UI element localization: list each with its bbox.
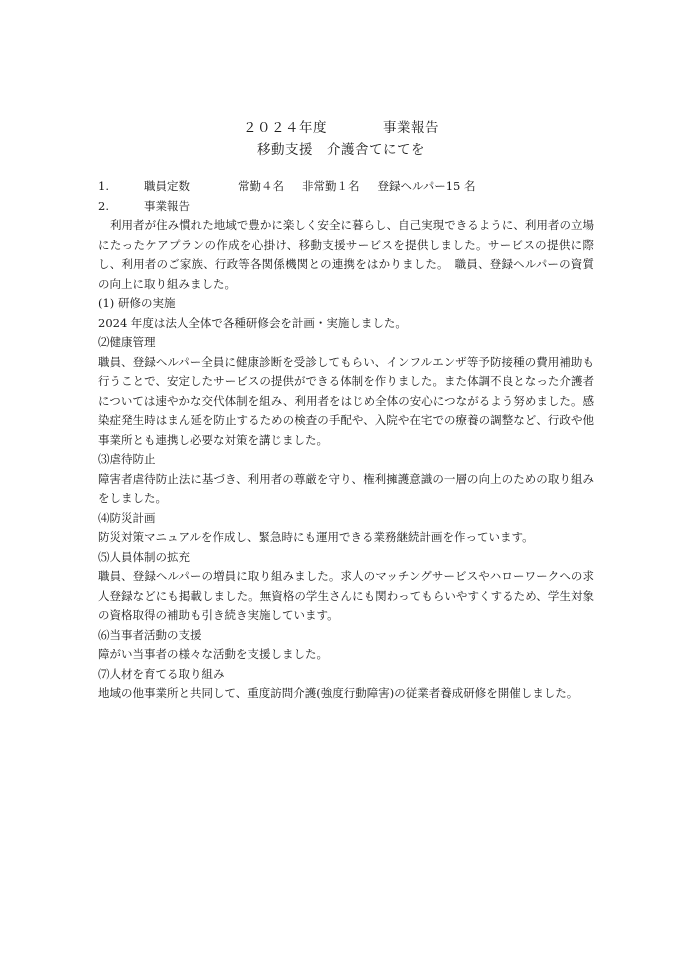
report-body	[98, 177, 594, 704]
section-heading: ⑺人材を育てる取り組み	[98, 666, 225, 681]
report-label: 事業報告	[144, 198, 190, 213]
title-year: ２０２４年度	[243, 120, 327, 136]
staff-count-item	[98, 177, 594, 197]
section-text: 防災対策マニュアルを作成し、緊急時にも運用できる業務継続計画を作っています。	[98, 530, 534, 544]
fulltime-count: 常勤４名	[238, 179, 284, 193]
item-number: 2.	[98, 198, 109, 213]
item-number: 1.	[98, 179, 109, 193]
helper-count: 登録ヘルパー15 名	[377, 179, 476, 193]
section-heading: ⑹当事者活動の支援	[98, 627, 202, 642]
parttime-count: 非常勤１名	[302, 179, 360, 193]
section-heading: ⑶虐待防止	[98, 452, 156, 466]
section-heading: ⑸人員体制の拡充	[98, 549, 190, 564]
section-heading: ⑷防災計画	[98, 510, 156, 525]
intro-paragraph: 利用者が住み慣れた地域で豊かに楽しく安全に暮らし、自己実現できるように、利用者の立場にたったケアプランの作成を心掛け、移動支援サービスを提供しました。サービスの提供に際し、利用者のご家族、行政等各関係機関との連携をはかりました。 職員、登録ヘルパーの資質の向上に取り組みました。	[98, 218, 594, 291]
report-title	[0, 116, 682, 136]
section-text: 職員、登録ヘルパー全員に健康診断を受診してもらい、インフルエンザ等予防接種の費用補助も行うことで、安定したサービスの提供ができる体制を作りました。また体調不良となった介護者については速やかな交代体制を組み、利用者をはじめ全体の安心につながるよう努めました。感染症発生時はまん延を防止するための検査の手配や、入院や在宅での療養の調整など、行政や他事業所とも連携し必要な対策を講じました。	[98, 354, 594, 447]
section-text: 地域の他事業所と共同して、重度訪問介護(強度行動障害)の従業者養成研修を開催しました。	[98, 686, 579, 700]
section-heading: (1) 研修の実施	[98, 296, 176, 310]
subtitle-org: 介護舎てにてを	[327, 142, 425, 158]
subtitle-service: 移動支援	[257, 142, 313, 158]
section-text: 障がい当事者の様々な活動を支援しました。	[98, 647, 328, 661]
report-item-heading	[98, 197, 594, 217]
section-text: 障害者虐待防止法に基づき、利用者の尊厳を守り、権利擁護意識の一層の向上のための取り組みをしました。	[98, 471, 594, 505]
section-text: 職員、登録ヘルパーの増員に取り組みました。求人のマッチングサービスやハローワークへの求人登録などにも掲載しました。無資格の学生さんにも関わってもらいやすくするため、学生対象の資格取得の補助も引き続き実施しています。	[98, 569, 594, 622]
title-report: 事業報告	[383, 120, 439, 136]
report-subtitle	[0, 138, 682, 158]
staff-count-label: 職員定数	[144, 179, 190, 193]
section-heading: ⑵健康管理	[98, 335, 156, 349]
section-text: 2024 年度は法人全体で各種研修会を計画・実施しました。	[98, 315, 407, 330]
